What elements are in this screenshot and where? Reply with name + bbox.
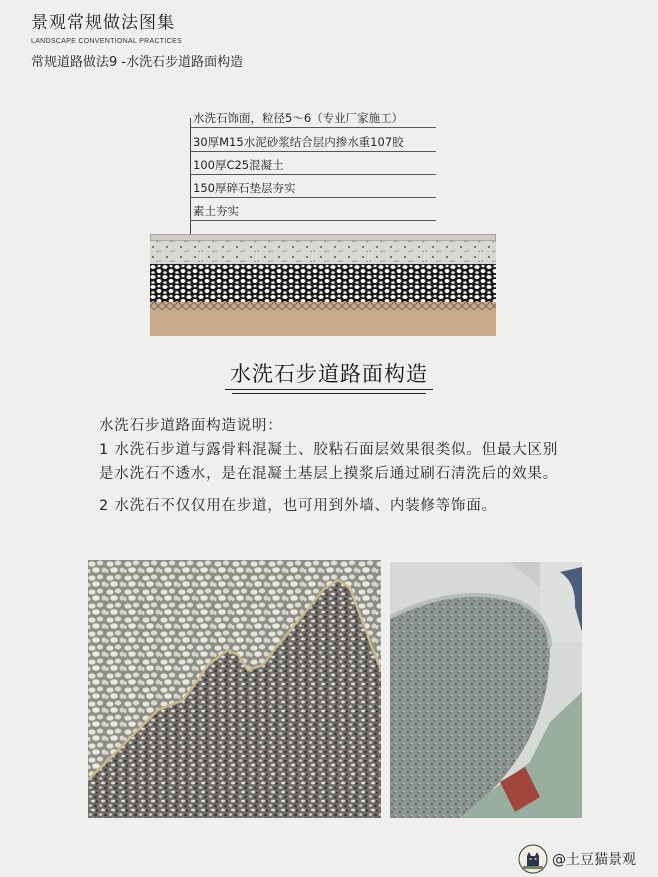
layer-label-2: 30厚M15水泥砂浆结合层内掺水重107胶: [193, 135, 404, 149]
layer-label-1: 水洗石饰面，粒径5～6（专业厂家施工）: [193, 111, 404, 125]
header-title: 景观常规做法图集: [31, 13, 175, 33]
leader-line-1: [190, 127, 436, 128]
title-underline-2: [232, 393, 426, 394]
leader-line-3: [190, 174, 436, 175]
section-drawing: [150, 234, 496, 336]
leader-vertical-line: [190, 118, 191, 246]
leader-line-2: [190, 151, 436, 152]
pavement-section-diagram: [150, 108, 496, 338]
layer-label-4: 150厚碎石垫层夯实: [193, 181, 296, 195]
concrete-layer: [150, 241, 496, 264]
cat-logo-icon: [518, 844, 548, 874]
watermark: [518, 844, 636, 874]
header-subtitle: LANDSCAPE CONVENTIONAL PRACTICES: [31, 38, 182, 45]
compacted-soil-hatch: [150, 302, 496, 310]
title-underline: [225, 389, 433, 390]
leader-line-4: [190, 197, 436, 198]
curved-path-photo: [390, 562, 582, 818]
gravel-layer: [150, 264, 496, 302]
layer-label-3: 100厚C25混凝土: [193, 158, 284, 172]
description-heading: 水洗石步道路面构造说明：: [99, 418, 283, 434]
surface-layer: [150, 234, 496, 241]
description-block: [99, 414, 569, 518]
terrazzo-pattern-photo: [88, 560, 381, 818]
diagram-title: 水洗石步道路面构造: [230, 362, 428, 386]
leader-line-5: [190, 220, 436, 221]
description-point-1: 1 水洗石步道与露骨料混凝土、胶粘石面层效果很类似。但最大区别是水洗石不透水，是在混凝土基层上摸浆后通过刷石清洗后的效果。: [99, 442, 559, 482]
watermark-text: @土豆猫景观: [552, 852, 636, 868]
layer-label-5: 素土夯实: [193, 204, 239, 218]
description-point-2: 2 水洗石不仅仅用在步道，也可用到外墙、内装修等饰面。: [99, 498, 497, 514]
section-title: 常规道路做法9 -水洗石步道路面构造: [31, 55, 244, 70]
